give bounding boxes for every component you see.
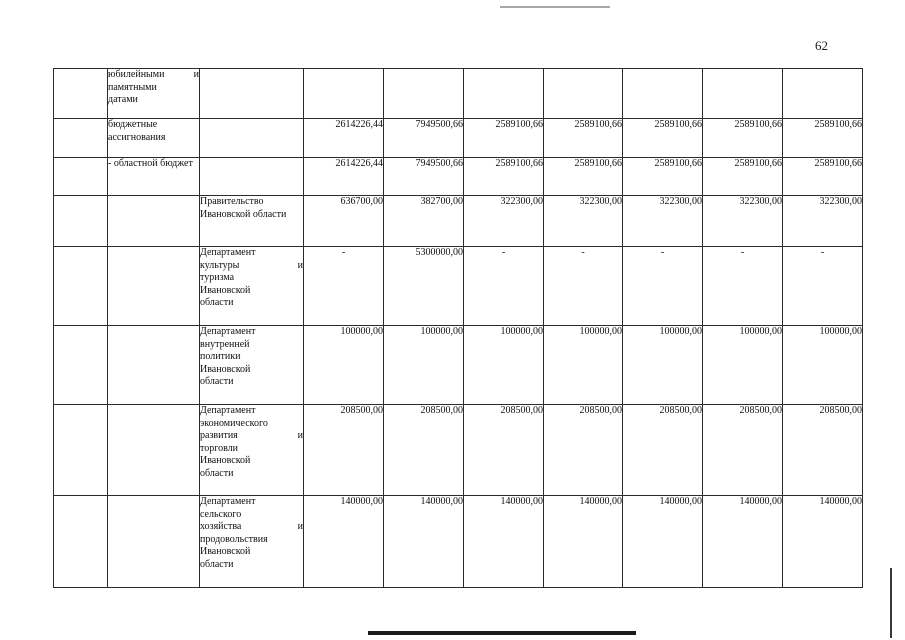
value-cell: 322300,00 <box>623 196 703 247</box>
org-cell <box>200 247 304 326</box>
value-cell: 2589100,66 <box>783 158 863 196</box>
value-cell <box>464 69 544 119</box>
value-cell: 7949500,66 <box>384 158 464 196</box>
value-cell: 2589100,66 <box>623 158 703 196</box>
blank-cell <box>54 496 108 588</box>
org-line: развития и <box>200 430 303 441</box>
value-cell <box>783 69 863 119</box>
value-cell: 100000,00 <box>304 326 384 405</box>
value-cell: 208500,00 <box>703 405 783 496</box>
row-label-cell <box>108 496 200 588</box>
org-line: внутренней <box>200 338 250 350</box>
row-label-cell <box>108 69 200 119</box>
label-line: датами <box>108 94 138 105</box>
value-cell: 2589100,66 <box>464 158 544 196</box>
org-line: области <box>200 467 234 479</box>
blank-cell <box>54 326 108 405</box>
org-line: Департамент <box>200 496 256 507</box>
value-cell <box>544 69 623 119</box>
value-cell: 140000,00 <box>304 496 384 588</box>
org-line: экономического <box>200 417 268 429</box>
table-row <box>54 326 863 405</box>
scan-artifact-top <box>500 6 610 8</box>
label-line: юбилейными и <box>108 69 199 80</box>
value-cell: 100000,00 <box>384 326 464 405</box>
value-cell: 208500,00 <box>544 405 623 496</box>
row-label-cell <box>108 326 200 405</box>
org-line: туризма <box>200 272 235 283</box>
value-cell: 100000,00 <box>783 326 863 405</box>
scan-artifact-bottom <box>368 631 636 635</box>
table-row <box>54 196 863 247</box>
value-cell: 2589100,66 <box>703 158 783 196</box>
scan-artifact-edge <box>890 568 892 638</box>
org-line: области <box>200 558 234 570</box>
value-cell: 2589100,66 <box>623 119 703 158</box>
value-cell: 2589100,66 <box>783 119 863 158</box>
page-number: 62 <box>815 38 828 53</box>
value-cell: 2589100,66 <box>544 158 623 196</box>
org-cell <box>200 326 304 405</box>
org-line: торговли <box>200 442 239 454</box>
org-line: культуры и <box>200 259 303 271</box>
value-cell: - <box>544 247 623 326</box>
value-cell: 100000,00 <box>703 326 783 405</box>
value-cell: 208500,00 <box>783 405 863 496</box>
budget-table <box>53 68 863 588</box>
org-cell <box>200 119 304 158</box>
value-cell: 322300,00 <box>544 196 623 247</box>
value-cell: 140000,00 <box>464 496 544 588</box>
value-cell: 2614226,44 <box>304 158 384 196</box>
value-cell: 322300,00 <box>783 196 863 247</box>
label-line: памятными <box>108 81 157 93</box>
value-cell: 2614226,44 <box>304 119 384 158</box>
org-cell <box>200 496 304 588</box>
org-line: политики <box>200 351 241 362</box>
org-line: Ивановской <box>200 546 251 557</box>
value-cell: 208500,00 <box>623 405 703 496</box>
org-line: области <box>200 297 234 308</box>
org-line: Ивановской <box>200 363 251 375</box>
row-label-cell <box>108 405 200 496</box>
table-row <box>54 405 863 496</box>
value-cell: 7949500,66 <box>384 119 464 158</box>
value-cell: - <box>464 247 544 326</box>
blank-cell <box>54 69 108 119</box>
org-line: сельского <box>200 508 242 520</box>
org-cell <box>200 69 304 119</box>
value-cell: 100000,00 <box>464 326 544 405</box>
value-cell: - <box>703 247 783 326</box>
table-row <box>54 247 863 326</box>
row-label-cell: - областной бюджет <box>108 158 200 196</box>
table-row <box>54 158 863 196</box>
blank-cell <box>54 119 108 158</box>
org-line: Департамент <box>200 247 256 258</box>
org-line: области <box>200 376 234 387</box>
value-cell: 140000,00 <box>544 496 623 588</box>
blank-cell <box>54 247 108 326</box>
org-line: Департамент <box>200 326 256 337</box>
row-label-cell: бюджетные ассигнования <box>108 119 200 158</box>
value-cell: 140000,00 <box>783 496 863 588</box>
value-cell <box>703 69 783 119</box>
org-cell: Правительство Ивановской области <box>200 196 304 247</box>
value-cell: 2589100,66 <box>464 119 544 158</box>
value-cell: 322300,00 <box>464 196 544 247</box>
org-line: Департамент <box>200 405 256 416</box>
value-cell: 5300000,00 <box>384 247 464 326</box>
value-cell: 140000,00 <box>384 496 464 588</box>
org-line: продовольствия <box>200 533 268 545</box>
blank-cell <box>54 158 108 196</box>
value-cell <box>304 69 384 119</box>
row-label-cell <box>108 247 200 326</box>
value-cell: 208500,00 <box>464 405 544 496</box>
value-cell: 208500,00 <box>304 405 384 496</box>
value-cell: - <box>623 247 703 326</box>
org-line: Ивановской <box>200 284 251 296</box>
value-cell: 382700,00 <box>384 196 464 247</box>
table-row <box>54 119 863 158</box>
value-cell: 100000,00 <box>544 326 623 405</box>
value-cell: 140000,00 <box>623 496 703 588</box>
blank-cell <box>54 196 108 247</box>
table-row <box>54 496 863 588</box>
value-cell <box>623 69 703 119</box>
value-cell <box>384 69 464 119</box>
org-line: Ивановской <box>200 455 251 466</box>
value-cell: 2589100,66 <box>703 119 783 158</box>
value-cell: 636700,00 <box>304 196 384 247</box>
table-row <box>54 69 863 119</box>
row-label-cell <box>108 196 200 247</box>
org-line: хозяйства и <box>200 521 303 532</box>
blank-cell <box>54 405 108 496</box>
value-cell: - <box>304 247 384 326</box>
value-cell: 2589100,66 <box>544 119 623 158</box>
value-cell: 322300,00 <box>703 196 783 247</box>
org-cell <box>200 405 304 496</box>
value-cell: 208500,00 <box>384 405 464 496</box>
value-cell: - <box>783 247 863 326</box>
value-cell: 100000,00 <box>623 326 703 405</box>
org-cell <box>200 158 304 196</box>
value-cell: 140000,00 <box>703 496 783 588</box>
